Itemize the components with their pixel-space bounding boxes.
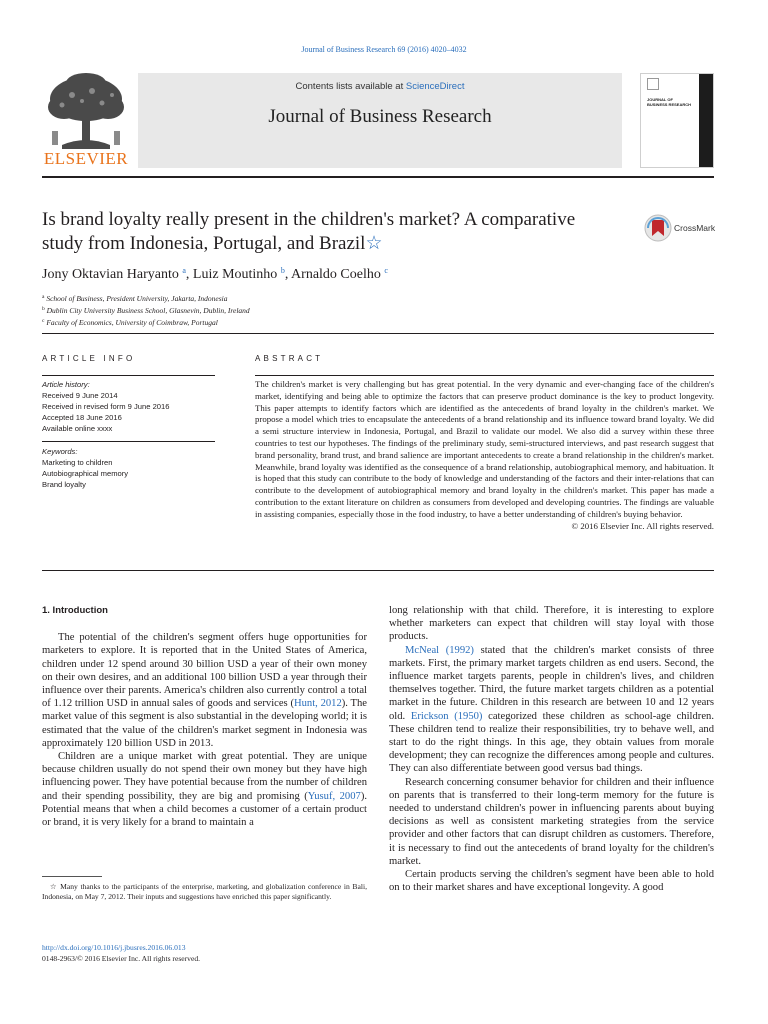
paragraph-text: categorized these children as school-age children. These children tend to realize their responsibilities, try to behave well, and start to do the right things. In this age, they obtain values from morale development; they can recognize the differences among people and cultures. They can also differentiate between good versus bad things.	[389, 710, 714, 775]
cover-logo-icon	[647, 78, 659, 90]
right-column	[389, 604, 714, 894]
ref-hunt-2012-link[interactable]: Hunt, 2012	[293, 698, 342, 710]
ref-yusuf-2007-link[interactable]: Yusuf, 2007	[307, 790, 361, 802]
author-1[interactable]: Jony Oktavian Haryanto	[42, 267, 179, 282]
article-info-divider	[42, 375, 215, 376]
paragraph	[389, 644, 714, 776]
author-3[interactable]: Arnaldo Coelho	[291, 267, 381, 282]
author-2-affil[interactable]: b	[280, 266, 285, 275]
title-divider	[42, 333, 714, 334]
author-sep-2: ,	[284, 267, 292, 282]
journal-name[interactable]: Journal of Business Research	[268, 106, 492, 127]
footnote	[42, 882, 367, 903]
article-history	[42, 379, 215, 434]
cover-title: JOURNAL OF BUSINESS RESEARCH	[647, 97, 692, 107]
left-column	[42, 604, 367, 829]
revised-date: Received in revised form 9 June 2016	[42, 402, 170, 411]
article-info-heading: ARTICLE INFO	[42, 354, 136, 363]
author-2[interactable]: Luiz Moutinho	[192, 267, 278, 282]
abstract-paragraph: The children's market is very challenging but has great potential. In the very dynamic and ever-changing face of the children's market, identifying and being able to optimize the factors that can preserve product dominance is the key to product longevity. This paper attempts to identify factors which are identified as the antecedents of brand loyalty in the children's market. We propose a model which tries to encapsulate the antecedents of a brand relationship and its influence toward brand loyalty. We did a semi structure interview in Indonesia, Portugal, and Brazil to validate our model. We also did a survey within these three countries to test our hypotheses. The findings of the preliminary study, semi-structured interviews, and past research suggest that brand personality, brand trust, and brand salience are important antecedents to create a brand relationship in the children's market. Meanwhile, brand loyalty was identified as the consequence of a brand relationship, autobiographical memory, and habituation. It is hoped that this study can contribute to the body of knowledge and understanding of the factors and their inter-relations that can contribute to the development of autobiographical memory and brand loyalty in the children's market. This paper has made a contribution to the extant literature on children as consumers from developed and developing countries. The findings are valuable in assisting companies, especially those in the food industry, to have a better understanding of children's buying behavior.	[255, 379, 714, 519]
footnote-text: Many thanks to the participants of the enterprise, marketing, and globalization conference in Bali, Indonesia, on May 7, 2012. Their inputs and suggestions have enriched this paper significantly.	[42, 882, 367, 902]
affiliation-c	[42, 316, 250, 328]
affiliation-a	[42, 292, 250, 304]
paragraph: long relationship with that child. Therefore, it is interesting to explore whether marketers can expect that children will stay loyal with those products.	[389, 605, 714, 643]
cover-strip	[699, 74, 713, 167]
journal-banner	[138, 73, 622, 168]
keywords-divider	[42, 441, 215, 442]
paragraph-text: Children are a unique market with great potential. They are unique because children usually do not spend their own money but they have high influencing power. They have potential because from the number of children and their spending possibility, they are big and promising (	[42, 751, 367, 802]
crossmark-badge[interactable]	[644, 214, 724, 244]
abstract-body	[255, 379, 714, 532]
abstract-copyright: © 2016 Elsevier Inc. All rights reserved.	[571, 520, 714, 531]
author-3-affil[interactable]: c	[384, 266, 388, 275]
keyword-item: Autobiographical memory	[42, 469, 129, 478]
title-line-2: study from Indonesia, Portugal, and Brazil	[42, 233, 366, 254]
history-label: Article history:	[42, 380, 90, 389]
abstract-heading: ABSTRACT	[255, 354, 324, 363]
paragraph: Certain products serving the children's segment have been able to hold on to their market shares and have exceptional longevity. A good	[389, 869, 714, 894]
keyword-item: Marketing to children	[42, 458, 113, 467]
affiliation-c-marker: c	[42, 318, 45, 324]
affiliation-b-text: Dublin City University Business School, Glasnevin, Dublin, Ireland	[46, 306, 250, 315]
abstract-divider	[255, 375, 714, 376]
footnote-divider	[42, 876, 102, 877]
section-heading-introduction: 1. Introduction	[42, 605, 108, 616]
issn-line: 0148-2963/© 2016 Elsevier Inc. All rights reserved.	[42, 954, 201, 963]
doi-link[interactable]: http://dx.doi.org/10.1016/j.jbusres.2016.06.013	[42, 943, 186, 952]
doi-block	[42, 942, 200, 964]
elsevier-wordmark: ELSEVIER	[43, 149, 129, 168]
affiliation-a-marker: a	[42, 294, 45, 300]
journal-citation[interactable]	[0, 45, 768, 54]
ref-erickson-1950-link[interactable]: Erickson (1950)	[410, 710, 483, 722]
affiliations	[42, 292, 250, 328]
affiliation-b-marker: b	[42, 306, 45, 312]
keyword-item: Brand loyalty	[42, 480, 86, 489]
paragraph: Research concerning consumer behavior for children and their influence on parents that is transferred to their long-term memory for the future is needed to understand children's power in influencing parents about buying decisions as well as consistent marketing strategies from the service provider and other factors that can disrupt children as customers. Therefore, it is necessary to find out the antecedents of brand loyalty for the children's market.	[389, 776, 714, 867]
contents-prefix: Contents lists available at	[295, 81, 406, 92]
keywords	[42, 446, 215, 490]
affiliation-a-text: School of Business, President University, Jakarta, Indonesia	[46, 294, 228, 303]
paragraph-text: stated that the children's market consists of three markets. First, the primary market targets children as end users. Second, the influence market targets parents, people in children's lives, and children themselves together. Third, the future market targets children as a potential market in the future. Children in this research are between 10 and 12 years old.	[389, 644, 714, 722]
contents-line	[138, 81, 622, 92]
tree-icon	[42, 73, 130, 149]
paragraph-text: ). Potential means that when a child becomes a customer of a certain product or brand, it is very likely for a brand to maintain a	[42, 790, 367, 829]
title-footnote-star-icon[interactable]: ☆	[365, 233, 383, 254]
journal-cover-thumbnail[interactable]	[640, 73, 714, 168]
ref-mcneal-1992-link[interactable]: McNeal (1992)	[405, 644, 474, 656]
elsevier-logo	[42, 73, 130, 168]
online-date: Available online xxxx	[42, 424, 113, 433]
header-divider	[42, 176, 714, 178]
author-1-affil[interactable]: a	[182, 266, 186, 275]
footnote-star-icon: ☆	[49, 882, 58, 891]
author-list	[42, 266, 388, 283]
accepted-date: Accepted 18 June 2016	[42, 413, 122, 422]
article-title	[42, 208, 632, 256]
title-line-1: Is brand loyalty really present in the children's market? A comparative	[42, 209, 576, 230]
affiliation-c-text: Faculty of Economics, University of Coimbraw, Portugal	[46, 318, 218, 327]
paragraph-text: ). The market value of this segment is also substantial in the developing world; it is estimated that the value of the children's market segment in Indonesia was approximately 120 billion USD in 2013.	[42, 698, 368, 749]
crossmark-label: CrossMark	[674, 223, 716, 233]
affiliation-b	[42, 304, 250, 316]
citation-link[interactable]: Journal of Business Research 69 (2016) 4020–4032	[301, 45, 467, 54]
received-date: Received 9 June 2014	[42, 391, 118, 400]
keywords-label: Keywords:	[42, 447, 78, 456]
crossmark-icon	[644, 214, 672, 242]
paragraph	[42, 631, 367, 750]
paragraph	[42, 750, 367, 829]
paragraph-text: The potential of the children's segment offers huge opportunities for marketers to explore. It is reported that in the United States of America, children under 12 spend around 30 billion USD a year of their own money on their own desires, and an additional 100 billion USD a year through their influence over their parents. America's children also currently control a total of 1.12 trillion USD in annual sales of goods and services (	[42, 632, 367, 710]
author-sep-1: ,	[185, 267, 193, 282]
abstract-bottom-divider	[42, 570, 714, 571]
sciencedirect-link[interactable]: ScienceDirect	[405, 81, 465, 92]
